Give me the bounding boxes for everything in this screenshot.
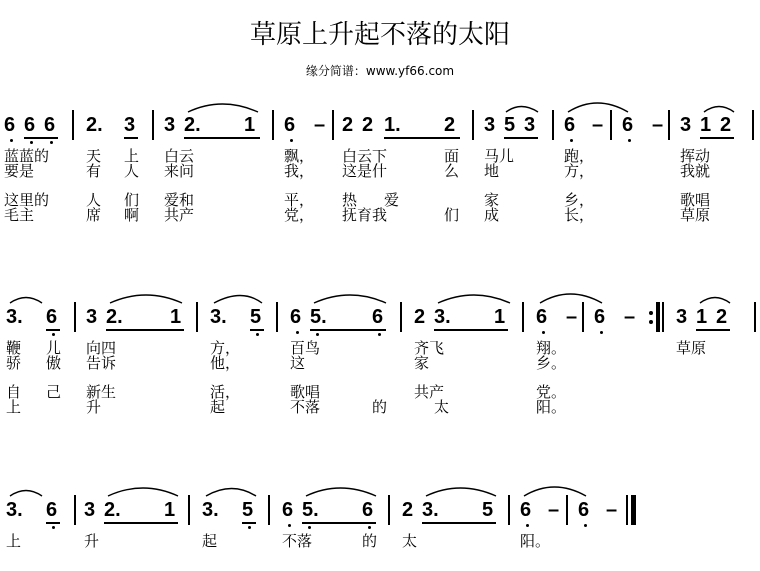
slur: [438, 295, 510, 303]
note: –: [624, 306, 636, 328]
note: 3: [124, 114, 136, 136]
note: 6: [520, 499, 532, 521]
lyric: 热: [342, 191, 358, 209]
lyric: 活，: [210, 383, 241, 401]
note: 2.: [86, 114, 103, 136]
note: 3.: [434, 306, 451, 328]
note: 6: [44, 114, 56, 136]
lyric: 挥动: [680, 147, 711, 165]
slur: [568, 103, 628, 112]
note: 3.: [210, 306, 227, 328]
lyric: 人: [124, 162, 140, 180]
note: 3: [676, 306, 688, 328]
lyric: 太: [402, 532, 418, 550]
lyric: 不落: [282, 532, 313, 550]
note: 2: [402, 499, 414, 521]
lyric: 么: [444, 162, 460, 180]
note: 3.: [422, 499, 439, 521]
lyric: 的: [372, 398, 388, 416]
slur: [214, 296, 262, 304]
lyric: 己: [46, 383, 62, 401]
lyric: 来问: [164, 162, 195, 180]
lyric: 共产: [414, 383, 445, 401]
note: 6: [290, 306, 302, 328]
note: 6: [578, 499, 590, 521]
lyric: 我就: [680, 162, 711, 180]
note: 3: [484, 114, 496, 136]
lyric: 席: [86, 206, 102, 224]
lyric: 方，: [210, 339, 241, 357]
lyric: 党。: [536, 383, 567, 401]
note: 6: [594, 306, 606, 328]
note: 5: [482, 499, 494, 521]
lyric: 地: [484, 162, 500, 180]
lyric: 蓝蓝的: [4, 147, 50, 165]
lyric: 鞭: [6, 339, 22, 357]
note: 3: [680, 114, 692, 136]
lyric: 起: [202, 532, 218, 550]
note: 2: [444, 114, 456, 136]
lyric: 们: [124, 191, 140, 209]
lyric: 向四: [86, 339, 117, 357]
lyric: 面: [444, 147, 460, 165]
slur: [314, 295, 386, 303]
lyric: 新生: [86, 383, 117, 401]
note: 6: [564, 114, 576, 136]
lyric: 马儿: [484, 147, 515, 165]
note: 2: [414, 306, 426, 328]
note: 3: [86, 306, 98, 328]
note: 3.: [202, 499, 219, 521]
note: 3: [524, 114, 536, 136]
lyric: 成: [484, 206, 500, 224]
note: 1: [170, 306, 182, 328]
lyric: 有: [86, 162, 102, 180]
note: 2.: [104, 499, 121, 521]
lyric: 爱和: [164, 191, 195, 209]
lyric: 长，: [564, 206, 595, 224]
lyric: 升: [86, 398, 102, 416]
lyric: 歌唱: [680, 191, 711, 209]
lyric: 上: [6, 532, 22, 550]
note: 3.: [6, 499, 23, 521]
lyric: 歌唱: [290, 383, 321, 401]
lyric: 太: [434, 398, 450, 416]
lyric: 翔。: [536, 339, 567, 357]
lyric: 草原: [680, 206, 711, 224]
note: –: [314, 114, 326, 136]
lyric: 草原: [676, 339, 707, 357]
lyric: 告诉: [86, 354, 117, 372]
lyric: 阳。: [536, 398, 567, 416]
note: 5: [504, 114, 516, 136]
lyric: 乡。: [536, 354, 567, 372]
lyric: 方，: [564, 162, 595, 180]
lyric: 啊: [124, 206, 140, 224]
lyric: 上: [124, 147, 140, 165]
lyric: 我，: [284, 162, 315, 180]
lyric: 毛主: [4, 206, 35, 224]
lyric: 乡，: [564, 191, 595, 209]
note: 6: [284, 114, 296, 136]
note: 3.: [6, 306, 23, 328]
lyric: 骄: [6, 354, 22, 372]
note: 6: [282, 499, 294, 521]
lyric: 他，: [210, 354, 241, 372]
lyric: 儿: [46, 339, 62, 357]
lyric: 这里的: [4, 191, 50, 209]
note: 6: [372, 306, 384, 328]
lyric: 起: [210, 398, 226, 416]
song-title: 草原上升起不落的太阳: [249, 20, 510, 50]
note: 5.: [310, 306, 327, 328]
note: 2: [342, 114, 354, 136]
note: 6: [24, 114, 36, 136]
lyric: 天: [86, 147, 102, 165]
note: 6: [46, 306, 58, 328]
note: 1: [244, 114, 256, 136]
lyric: 百鸟: [290, 339, 321, 357]
note: 6: [622, 114, 634, 136]
lyric: 不落: [290, 398, 321, 416]
slur: [704, 107, 734, 113]
slur: [306, 488, 376, 496]
slur: [206, 489, 256, 497]
lyric: 升: [84, 532, 100, 550]
lyric: 这是什: [342, 162, 388, 180]
note: 1: [700, 114, 712, 136]
lyric: 飘，: [284, 147, 315, 165]
note: –: [548, 499, 560, 521]
slur: [506, 107, 538, 113]
note: 3: [164, 114, 176, 136]
lyric: 白云下: [342, 147, 388, 165]
slur: [110, 295, 182, 303]
note: –: [606, 499, 618, 521]
lyric: 跑，: [564, 147, 595, 165]
slur: [108, 488, 178, 496]
note: 1: [164, 499, 176, 521]
note: 2.: [184, 114, 201, 136]
note: –: [652, 114, 664, 136]
note: –: [566, 306, 578, 328]
note: 6: [46, 499, 58, 521]
lyric: 齐飞: [414, 339, 445, 357]
note: 2: [362, 114, 374, 136]
lyric: 家: [414, 354, 430, 372]
lyric: 人: [86, 191, 102, 209]
source-credit: 缘分简谱：www.yf66.com: [305, 64, 455, 78]
lyric: 傲: [46, 354, 62, 372]
lyric: 上: [6, 398, 22, 416]
lyric: 抚育我: [342, 206, 388, 224]
note: 1.: [384, 114, 401, 136]
lyric: 白云: [164, 147, 195, 165]
note: –: [592, 114, 604, 136]
lyric: 家: [484, 191, 500, 209]
slur: [540, 294, 602, 303]
lyric: 自: [6, 383, 22, 401]
note: 2: [716, 306, 728, 328]
note: 2: [720, 114, 732, 136]
lyric: 爱: [384, 191, 400, 209]
lyric: 要是: [4, 162, 35, 180]
note: 1: [494, 306, 506, 328]
note: 5: [242, 499, 254, 521]
note: 3: [84, 499, 96, 521]
slur: [426, 488, 496, 496]
lyric: 的: [362, 532, 378, 550]
slur: [700, 298, 730, 304]
note: 6: [536, 306, 548, 328]
note: 6: [362, 499, 374, 521]
lyric: 党，: [284, 206, 315, 224]
lyric: 这: [290, 354, 306, 372]
note: 5: [250, 306, 262, 328]
note: 2.: [106, 306, 123, 328]
lyric: 共产: [164, 206, 195, 224]
lyric: 平，: [284, 191, 315, 209]
slur: [10, 491, 42, 497]
lyric: 们: [444, 206, 460, 224]
slur: [10, 298, 42, 304]
lyric: 阳。: [520, 532, 551, 550]
slur: [188, 104, 258, 112]
slur: [524, 487, 586, 496]
note: 1: [696, 306, 708, 328]
note: 6: [4, 114, 16, 136]
note: 5.: [302, 499, 319, 521]
